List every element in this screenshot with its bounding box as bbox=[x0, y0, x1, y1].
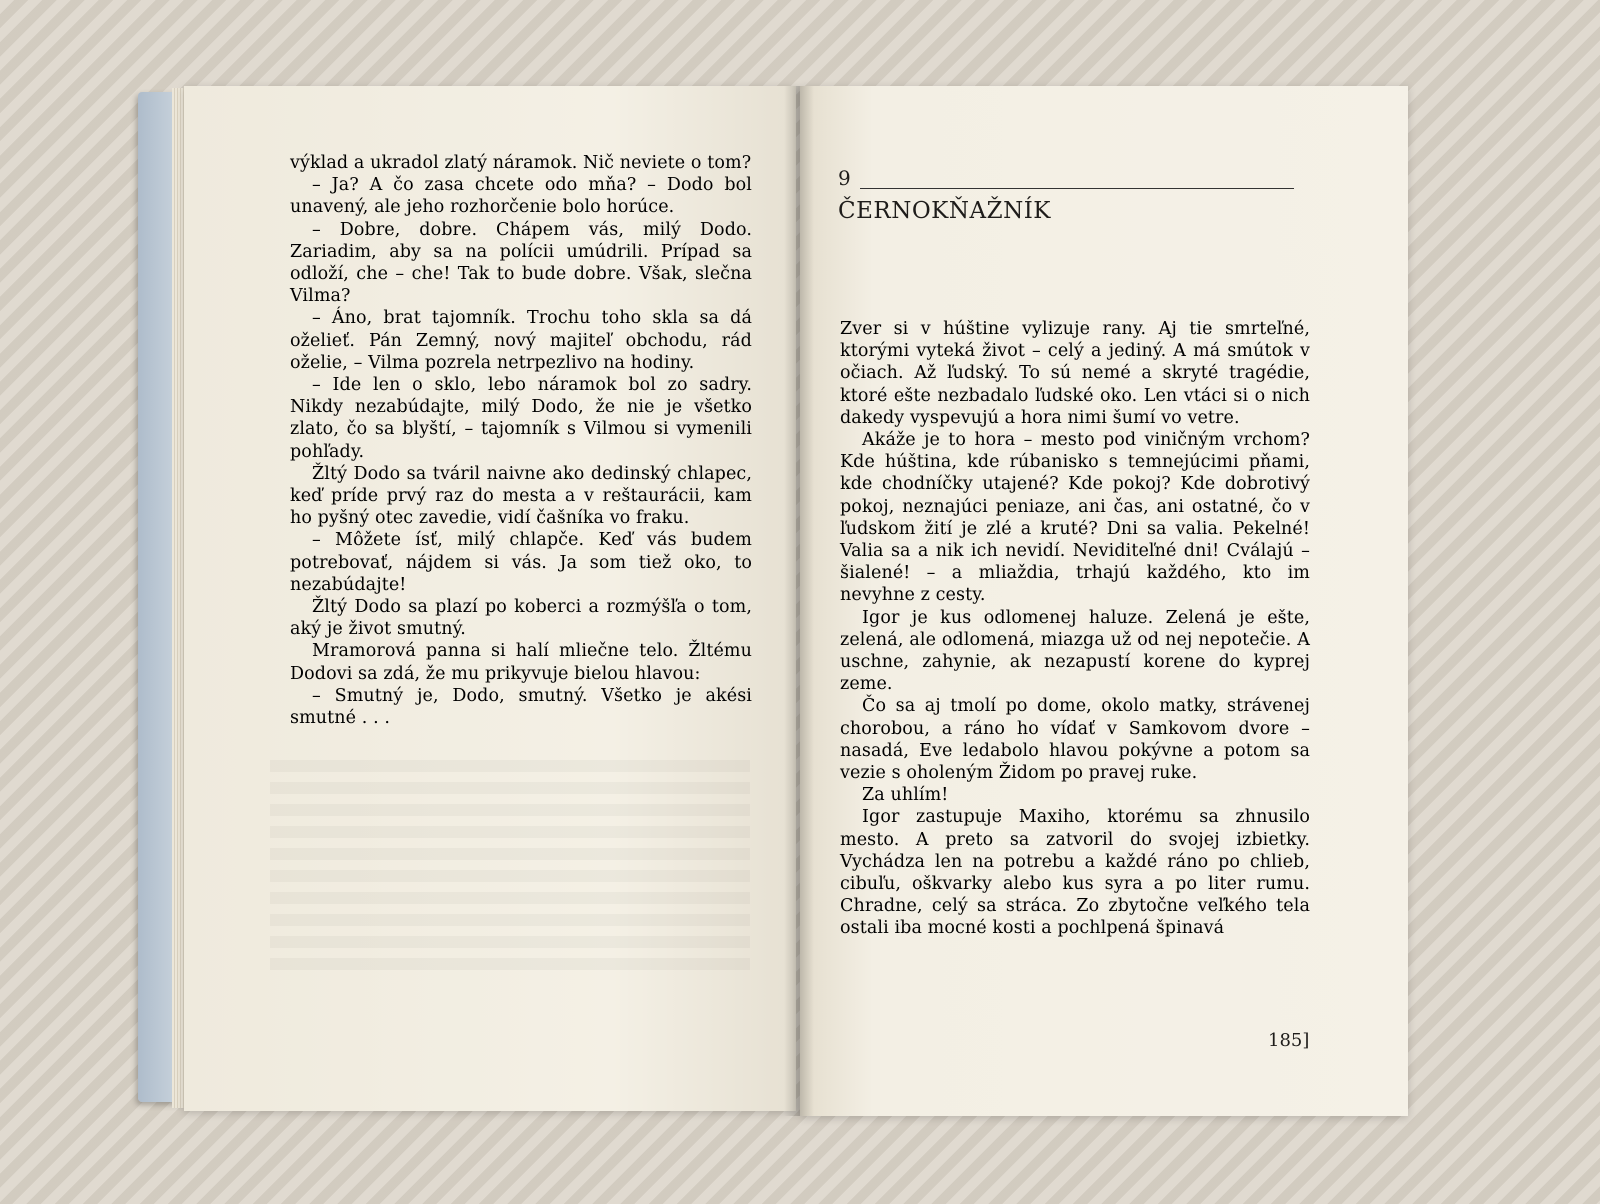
paragraph: výklad a ukradol zlatý náramok. Nič neviete o tom? bbox=[290, 153, 752, 173]
chapter-title: ČERNOKŇAŽNÍK bbox=[838, 198, 1051, 224]
paragraph: Mramorová panna si halí mliečne telo. Žltému Dodovi sa zdá, že mu prikyvuje bielou hlavou: bbox=[290, 641, 752, 684]
paragraph: Žltý Dodo sa tváril naivne ako dedinský chlapec, keď príde prvý raz do mesta a v reštaurácii, kam ho pyšný otec zavedie, vidí čašníka vo fraku. bbox=[290, 463, 752, 529]
paragraph: Žltý Dodo sa plazí po koberci a rozmýšľa o tom, aký je život smutný. bbox=[290, 597, 752, 640]
paragraph: Igor zastupuje Maxiho, ktorému sa zhnusilo mesto. A preto sa zatvoril do svojej izbietky. Vychádza len na potrebu a každé ráno po chlieb, cibuľu, oškvarky alebo kus syra a po liter rumu. Chradne, celý sa stráca. Zo zbytočne veľkého tela ostali iba mocné kosti a pochlpená špinavá bbox=[840, 807, 1310, 939]
paragraph: – Áno, brat tajomník. Trochu toho skla sa dá oželieť. Pán Zemný, nový majiteľ obchodu, rád oželie, – Vilma pozrela netrpezlivo na hodiny. bbox=[290, 308, 752, 373]
book-gutter bbox=[784, 86, 814, 1116]
page-number: 185] bbox=[1268, 1030, 1310, 1051]
paragraph: Akáže je to hora – mesto pod viničným vrchom? Kde húština, kde rúbanisko s temnejúcimi pňami, kde chodníčky utajené? Kde pokoj? Kde dobrotivý pokoj, neznajúci peniaze, ani čas, ani ostatné, čo v ľudskom žití je zlé a kruté? Dni sa valia. Pekelné! Valia sa a nik ich nevidí. Neviditeľné dni! Cválajú – šialené! – a mliaždia, trhajú každého, kto im nevyhne z cesty. bbox=[840, 430, 1310, 606]
paragraph: Za uhlím! bbox=[862, 785, 949, 806]
left-page-text bbox=[290, 152, 752, 729]
paragraph: – Dobre, dobre. Chápem vás, milý Dodo. Zariadim, aby sa na polícii umúdrili. Prípad sa odloží, che – che! Tak to bude dobre. Však, slečna Vilma? bbox=[290, 219, 752, 307]
chapter-rule bbox=[860, 188, 1294, 189]
paragraph: – Môžete ísť, milý chlapče. Keď vás budem potrebovať, nájdem si vás. Ja som tiež oko, to nezabúdajte! bbox=[290, 530, 752, 595]
paragraph: – Smutný je, Dodo, smutný. Všetko je akési smutné . . . bbox=[290, 685, 752, 729]
paragraph: – Ide len o sklo, lebo náramok bol zo sadry. Nikdy nezabúdajte, milý Dodo, že nie je všetko zlato, čo sa blyští, – tajomník s Vilmou si vymenili pohľady. bbox=[290, 375, 752, 462]
chapter-number: 9 bbox=[838, 166, 851, 190]
paragraph: – Ja? A čo zasa chcete odo mňa? – Dodo bol unavený, ale jeho rozhorčenie bolo horúce. bbox=[290, 175, 752, 218]
paragraph: Čo sa aj tmolí po dome, okolo matky, strávenej chorobou, a ráno ho vídať v Samkovom dvore – nasadá, Eve ledabolo hlavou pokývne a potom sa vezie s oholeným Židom po pravej ruke. bbox=[840, 696, 1310, 784]
right-page-text bbox=[840, 318, 1310, 940]
paragraph: Igor je kus odlomenej haluze. Zelená je ešte, zelená, ale odlomená, miazga už od nej nepotečie. A uschne, zahynie, ak nezapustí korene do kyprej zeme. bbox=[840, 607, 1310, 695]
paragraph: Zver si v húštine vylizuje rany. Aj tie smrteľné, ktorými vyteká život – celý a jediný. A má smútok v očiach. Až ľudský. To sú nemé a skryté tragédie, ktoré ešte nezbadalo ľudské oko. Len vtáci si o nich dakedy vyspevujú a hora nimi šumí vo vetre. bbox=[840, 319, 1310, 428]
show-through-text bbox=[270, 760, 750, 980]
